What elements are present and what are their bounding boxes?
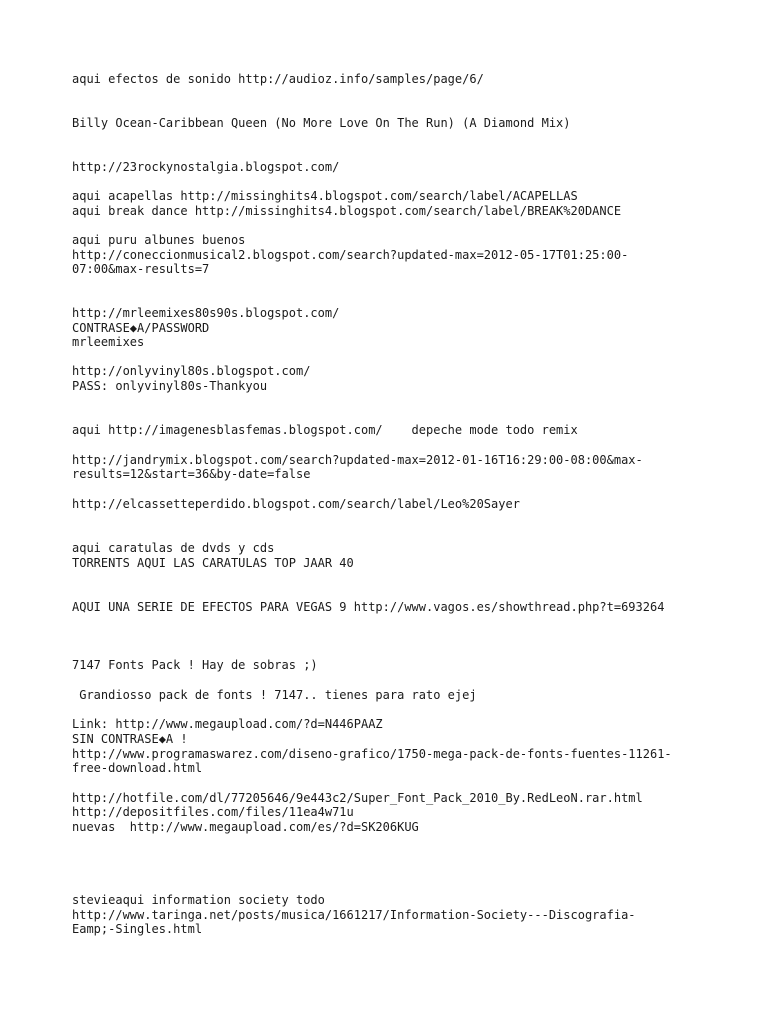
text-line-jandrymix-url-cont: results=12&start=36&by-date=false — [72, 467, 311, 481]
text-line-coneccion-url-cont: 07:00&max-results=7 — [72, 262, 210, 276]
text-line-acapellas: aqui acapellas http://missinghits4.blogspot.com/search/label/ACAPELLAS — [72, 189, 578, 203]
text-line-billy-ocean: Billy Ocean-Caribbean Queen (No More Love On The Run) (A Diamond Mix) — [72, 116, 571, 130]
text-line-password-value: mrleemixes — [72, 335, 145, 349]
text-line-onlyvinyl-pass: PASS: onlyvinyl80s-Thankyou — [72, 379, 268, 393]
text-line-programaswarez-url: http://www.programaswarez.com/diseno-grafico/1750-mega-pack-de-fonts-fuentes-11261- — [72, 747, 672, 761]
text-line-break-dance: aqui break dance http://missinghits4.blogspot.com/search/label/BREAK%20DANCE — [72, 204, 622, 218]
text-line-sin-contrasena: SIN CONTRASE◆A ! — [72, 732, 188, 746]
text-line-albunes: aqui puru albunes buenos — [72, 233, 246, 247]
text-line-jandrymix-url: http://jandrymix.blogspot.com/search?updated-max=2012-01-16T16:29:00-08:00&max- — [72, 453, 643, 467]
text-line-fonts-pack: 7147 Fonts Pack ! Hay de sobras ;) — [72, 658, 318, 672]
text-line-onlyvinyl-url: http://onlyvinyl80s.blogspot.com/ — [72, 364, 311, 378]
text-line-information-society: stevieaqui information society todo — [72, 893, 325, 907]
text-line-hotfile-url: http://hotfile.com/dl/77205646/9e443c2/Super_Font_Pack_2010_By.RedLeoN.rar.html — [72, 791, 643, 805]
text-line-taringa-url-cont: Eamp;-Singles.html — [72, 922, 203, 936]
text-line-sound-effects: aqui efectos de sonido http://audioz.info/samples/page/6/ — [72, 72, 484, 86]
text-line-mrleemixes-url: http://mrleemixes80s90s.blogspot.com/ — [72, 306, 340, 320]
text-line-megaupload-link: Link: http://www.megaupload.com/?d=N446PAAZ — [72, 717, 383, 731]
text-line-grandiosso: Grandiosso pack de fonts ! 7147.. tienes para rato ejej — [72, 688, 477, 702]
text-line-depositfiles-url: http://depositfiles.com/files/11ea4w71u — [72, 805, 354, 819]
text-line-caratulas: aqui caratulas de dvds y cds — [72, 541, 275, 555]
text-line-programaswarez-url-cont: free-download.html — [72, 761, 203, 775]
text-line-password-label: CONTRASE◆A/PASSWORD — [72, 321, 210, 335]
text-line-taringa-url: http://www.taringa.net/posts/musica/1661217/Information-Society---Discografia- — [72, 908, 636, 922]
text-line-nuevas: nuevas http://www.megaupload.com/es/?d=SK206KUG — [72, 820, 419, 834]
text-line-rockynostalgia: http://23rockynostalgia.blogspot.com/ — [72, 160, 340, 174]
text-line-imagenes-depeche: aqui http://imagenesblasfemas.blogspot.com/ depeche mode todo remix — [72, 423, 578, 437]
text-line-vegas-effects: AQUI UNA SERIE DE EFECTOS PARA VEGAS 9 http://www.vagos.es/showthread.php?t=693264 — [72, 600, 665, 614]
text-line-torrents: TORRENTS AQUI LAS CARATULAS TOP JAAR 40 — [72, 556, 354, 570]
text-line-cassette-url: http://elcassetteperdido.blogspot.com/search/label/Leo%20Sayer — [72, 497, 520, 511]
text-line-coneccion-url: http://coneccionmusical2.blogspot.com/search?updated-max=2012-05-17T01:25:00- — [72, 248, 629, 262]
